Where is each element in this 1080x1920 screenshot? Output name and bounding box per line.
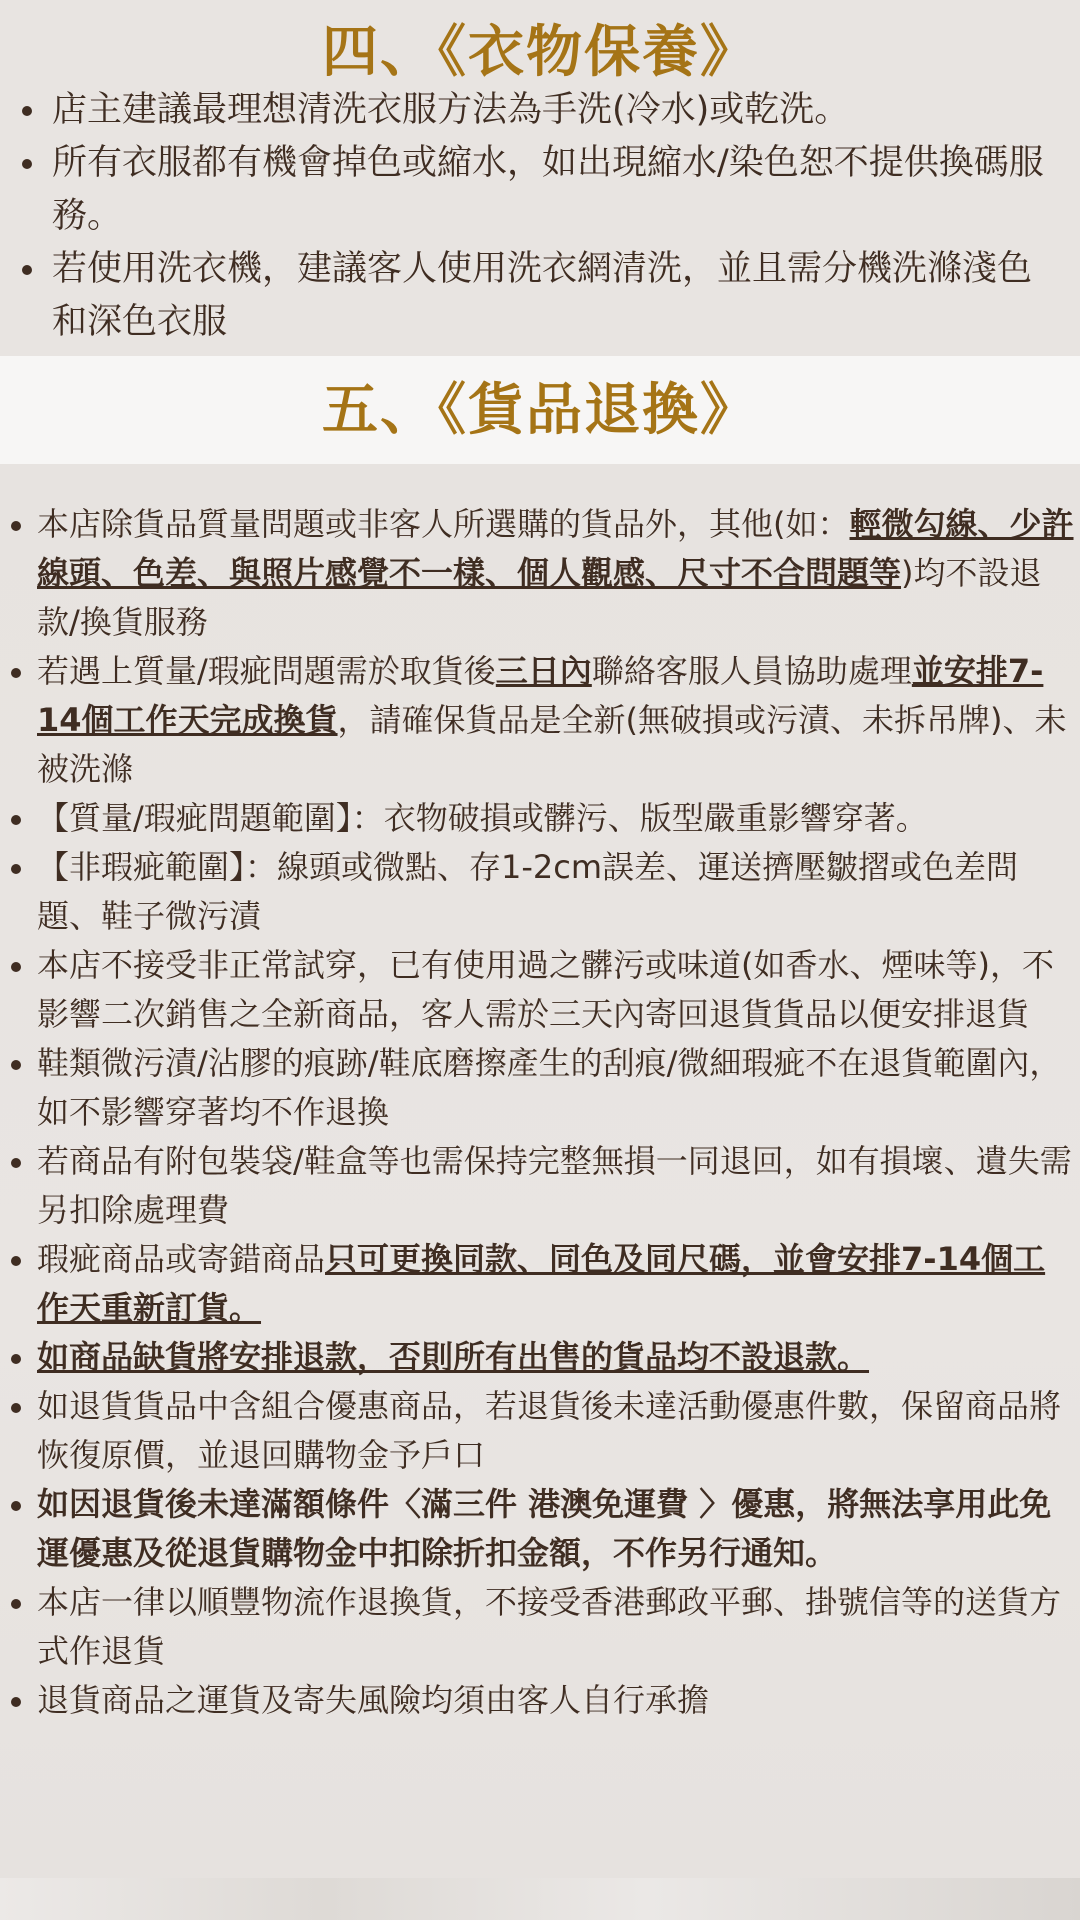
list-item: 若使用洗衣機，建議客人使用洗衣網清洗，並且需分機洗滌淺色和深色衣服: [52, 243, 1060, 349]
returns-section-title: 五、《貨品退換》: [322, 377, 758, 443]
list-item: 本店不接受非正常試穿，已有使用過之髒污或味道(如香水、煙味等)，不影響二次銷售之全新商品，客人需於三天內寄回退貨貨品以便安排退貨: [37, 941, 1077, 1039]
item-emphasis: 只可更換同款、同色及同尺碼，並會安排7-14個工作天重新訂貨。: [37, 1240, 1046, 1327]
item-text: ，請確保貨品是全新(無破損或污漬、未拆吊牌)、未被洗滌: [37, 701, 1067, 788]
returns-list: [0, 500, 1077, 1725]
list-item: 如因退貨後未達滿額條件〈滿三件 港澳免運費 〉優惠，將無法享用此免運優惠及從退貨購物金中扣除折扣金額，不作另行通知。: [37, 1480, 1077, 1578]
returns-section: [0, 464, 1080, 1880]
item-emphasis: 輕微勾線、少許線頭、色差、與照片感覺不一樣、個人觀感、尺寸不合問題等: [37, 505, 1074, 592]
item-emphasis: 並安排7-14個工作天完成換貨: [37, 652, 1044, 739]
item-text: 若遇上質量/瑕疵問題需於取貨後: [37, 652, 496, 690]
item-emphasis: 如商品缺貨將安排退款，否則所有出售的貨品均不設退款。: [37, 1338, 870, 1376]
list-item: 店主建議最理想清洗衣服方法為手洗(冷水)或乾洗。: [52, 84, 1060, 137]
list-item: 【質量/瑕疵問題範圍】：衣物破損或髒污、版型嚴重影響穿著。: [37, 794, 1077, 843]
item-text: )均不設退款/換貨服務: [37, 554, 1042, 641]
item-text: 聯絡客服人員協助處理: [591, 652, 912, 690]
list-item: 退貨商品之運貨及寄失風險均須由客人自行承擔: [37, 1676, 1077, 1725]
list-item: 所有衣服都有機會掉色或縮水，如出現縮水/染色恕不提供換碼服務。: [52, 137, 1060, 243]
item-emphasis: 三日內: [495, 652, 592, 690]
list-item: 鞋類微污漬/沾膠的痕跡/鞋底磨擦產生的刮痕/微細瑕疵不在退貨範圍內，如不影響穿著均不作退換: [37, 1039, 1077, 1137]
item-text: 瑕疵商品或寄錯商品: [37, 1240, 326, 1278]
list-item: [37, 1235, 1077, 1333]
care-list: [0, 84, 1080, 349]
returns-title-band: [0, 356, 1080, 464]
list-item: 若商品有附包裝袋/鞋盒等也需保持完整無損一同退回，如有損壞、遺失需另扣除處理費: [37, 1137, 1077, 1235]
list-item: [37, 1333, 1077, 1382]
care-section: [0, 0, 1080, 356]
list-item: 【非瑕疵範圍】：線頭或微點、存1-2cm誤差、運送擠壓皺摺或色差問題、鞋子微污漬: [37, 843, 1077, 941]
bottom-image-strip: [0, 1878, 1080, 1920]
list-item: [37, 647, 1077, 794]
list-item: 如退貨貨品中含組合優惠商品，若退貨後未達活動優惠件數，保留商品將恢復原價，並退回購物金予戶口: [37, 1382, 1077, 1480]
care-section-title: 四、《衣物保養》: [322, 19, 758, 85]
item-text: 本店除貨品質量問題或非客人所選購的貨品外，其他(如：: [37, 505, 850, 543]
list-item: 本店一律以順豐物流作退換貨，不接受香港郵政平郵、掛號信等的送貨方式作退貨: [37, 1578, 1077, 1676]
list-item: [37, 500, 1077, 647]
